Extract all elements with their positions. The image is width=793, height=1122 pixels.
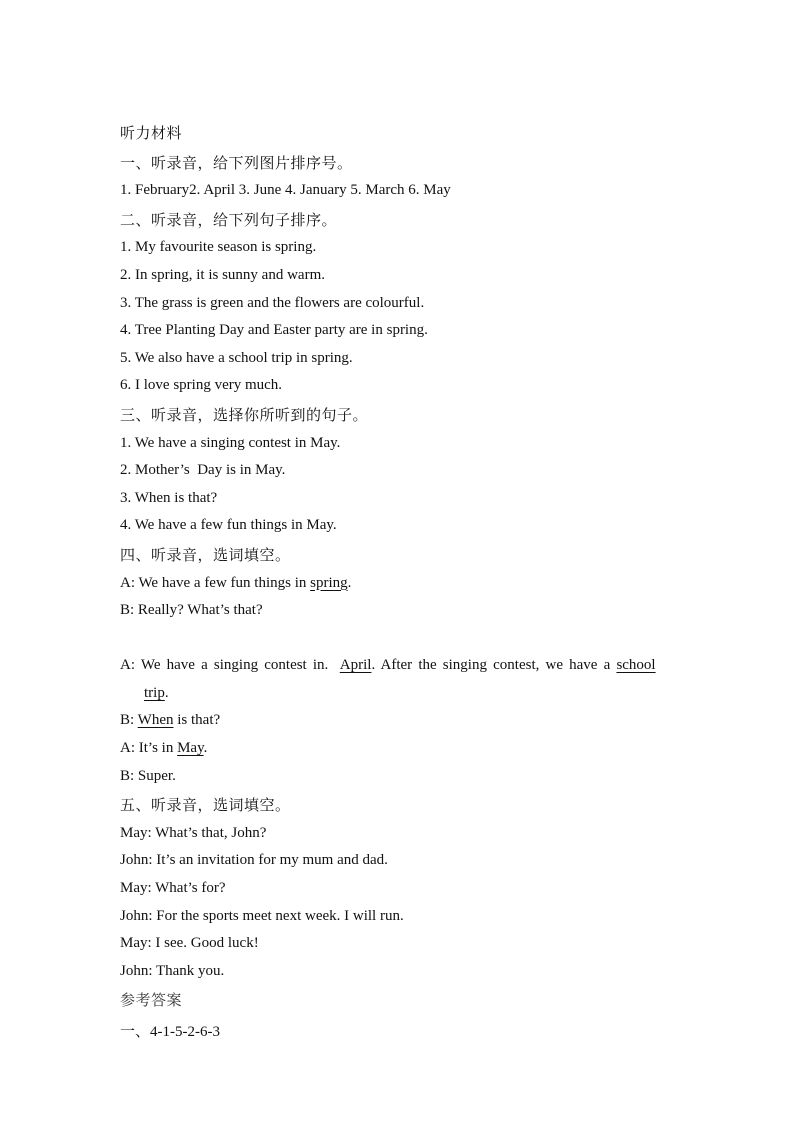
- dialogue-line: B: Super.: [120, 767, 176, 784]
- dialogue-text: is that?: [173, 712, 221, 729]
- section-3-item: 1. We have a singing contest in May.: [120, 434, 341, 451]
- section-2-item: 1. My favourite season is spring.: [120, 239, 317, 256]
- section-5-heading: 五、听录音，选词填空。: [120, 796, 291, 815]
- dialogue-line: [120, 570, 675, 598]
- dialogue-line-continued: [120, 680, 675, 708]
- dialogue-line: May: I see. Good luck!: [120, 935, 259, 952]
- dialogue-text: A: We have a few fun things in: [120, 574, 311, 591]
- answer-blank: When: [137, 712, 174, 729]
- section-2-heading: 二、听录音，给下列句子排序。: [120, 210, 338, 229]
- dialogue-line: May: What’s for?: [120, 880, 226, 897]
- dialogue-line: [120, 735, 675, 763]
- section-4-heading: 四、听录音，选词填空。: [120, 545, 291, 564]
- dialogue-text: A: We have a singing contest in.: [120, 657, 340, 674]
- answer-line: [120, 1019, 675, 1047]
- dialogue-line: B: Really? What’s that?: [120, 602, 263, 619]
- answer-blank: April: [339, 657, 372, 674]
- section-3-item: 3. When is that?: [120, 489, 218, 506]
- dialogue-text: B:: [120, 712, 138, 729]
- answer-blank: spring: [310, 574, 348, 591]
- dialogue-line: [120, 707, 675, 735]
- dialogue-line: [120, 625, 675, 680]
- dialogue-line: John: Thank you.: [120, 962, 225, 979]
- dialogue-text: A: It’s in: [120, 740, 178, 757]
- section-2-item: 4. Tree Planting Day and Easter party are in spring.: [120, 322, 428, 339]
- document-title: 听力材料: [120, 124, 183, 142]
- answer-text: 一、4-1-5-2-6-3: [120, 1024, 220, 1040]
- dialogue-text: .: [347, 574, 352, 591]
- dialogue-text: . After the singing contest, we have a: [371, 657, 617, 674]
- section-2-item: 2. In spring, it is sunny and warm.: [120, 266, 325, 283]
- section-2-item: 6. I love spring very much.: [120, 377, 283, 394]
- section-2-item: 3. The grass is green and the flowers are colourful.: [120, 294, 425, 311]
- answer-blank: trip: [144, 684, 165, 701]
- answer-blank: May: [177, 740, 204, 757]
- section-3-heading: 三、听录音，选择你所听到的句子。: [120, 405, 369, 424]
- answer-blank: school: [616, 657, 656, 674]
- document-page: [120, 120, 675, 1047]
- section-3-item: 2. Mother’s Day is in May.: [120, 462, 286, 479]
- section-3-item: 4. We have a few fun things in May.: [120, 517, 337, 534]
- dialogue-line: John: For the sports meet next week. I will run.: [120, 907, 404, 924]
- dialogue-line: May: What’s that, John?: [120, 824, 267, 841]
- dialogue-line: John: It’s an invitation for my mum and dad.: [120, 852, 388, 869]
- section-1-months: 1. February2. April 3. June 4. January 5. March 6. May: [120, 182, 451, 199]
- dialogue-text: .: [164, 684, 169, 701]
- dialogue-text: .: [203, 740, 208, 757]
- answers-title: 参考答案: [120, 991, 183, 1010]
- section-2-item: 5. We also have a school trip in spring.: [120, 349, 353, 366]
- section-1-heading: 一、听录音，给下列图片排序号。: [120, 153, 353, 172]
